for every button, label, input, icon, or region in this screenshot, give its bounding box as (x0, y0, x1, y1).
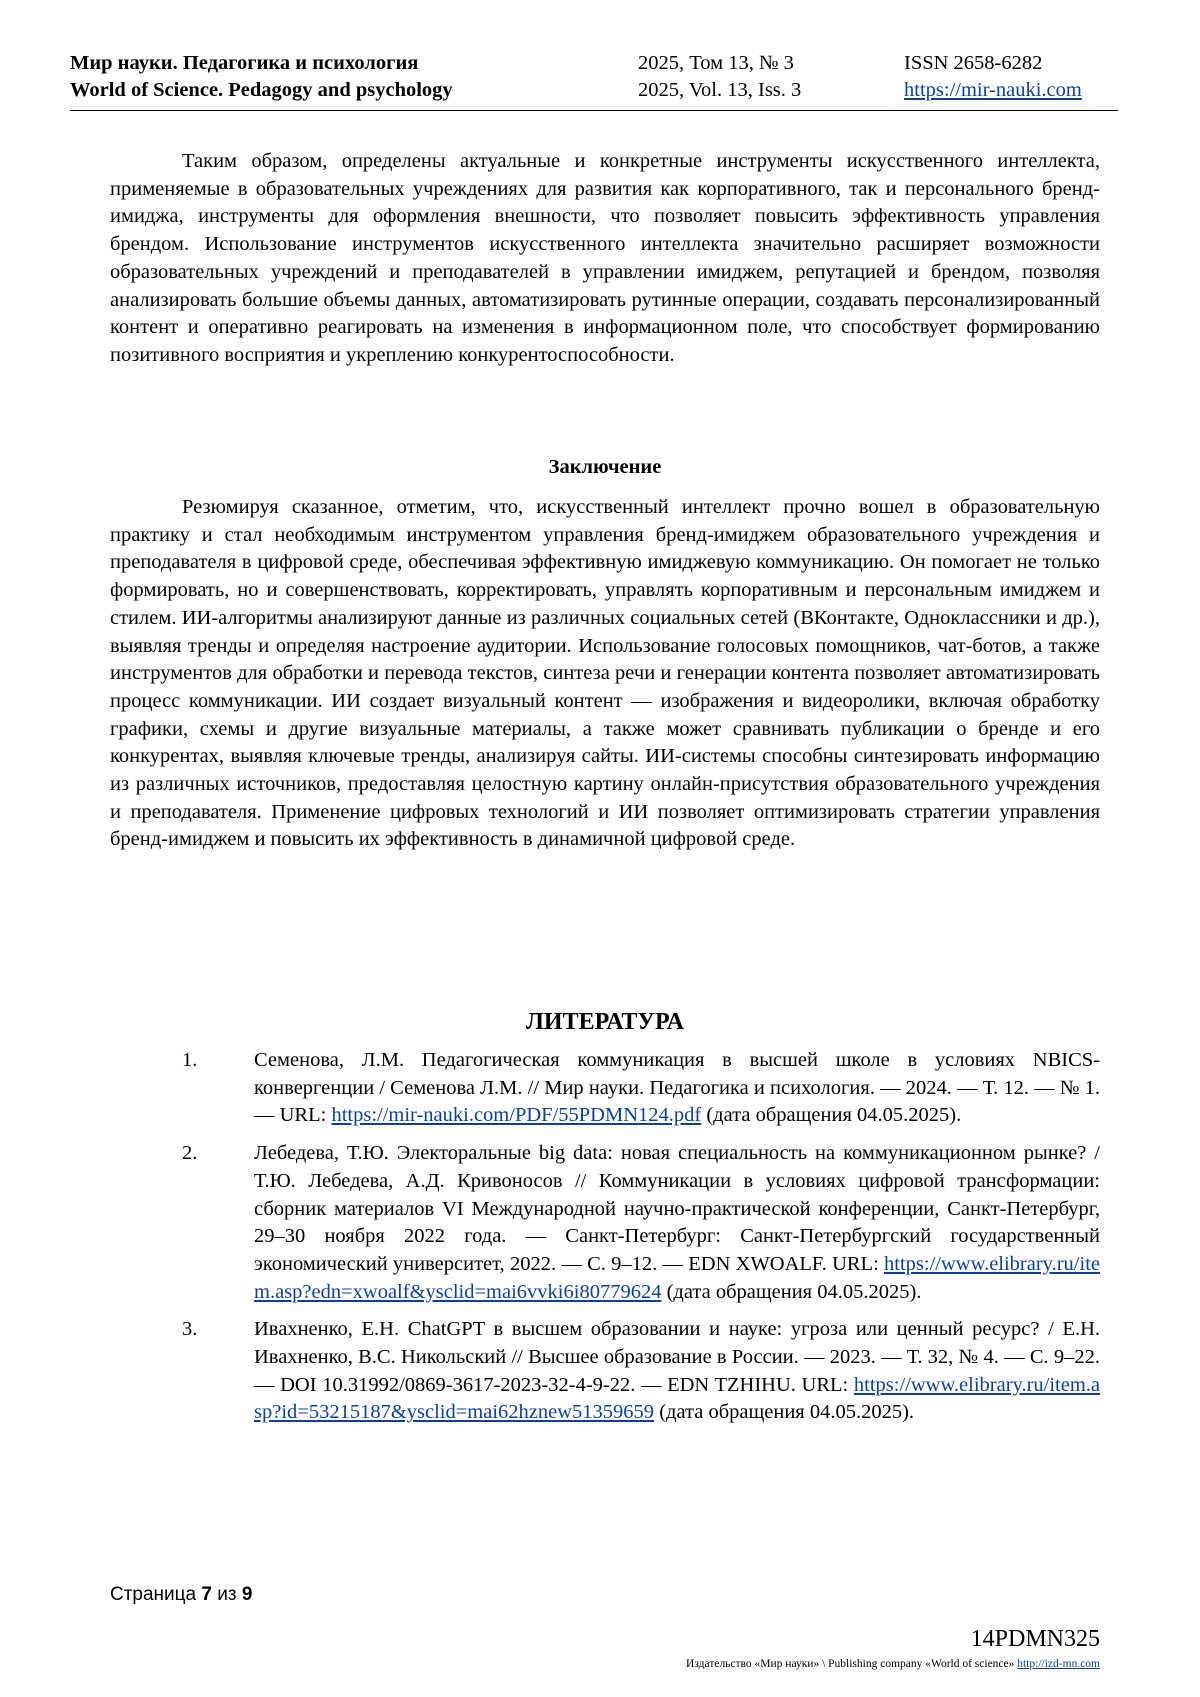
issn: ISSN 2658-6282 (904, 52, 1043, 74)
publisher-text: Издательство «Мир науки» \ Publishing company «World of science» (686, 1658, 1015, 1670)
page-of: из (217, 1584, 237, 1605)
conclusion-heading: Заключение (548, 456, 662, 478)
page-total: 9 (241, 1584, 253, 1605)
reference-link[interactable]: https://mir-nauki.com/PDF/55PDMN124.pdf (331, 1104, 702, 1127)
publisher-line (686, 1657, 1100, 1671)
intro-section (110, 148, 1100, 370)
reference-link[interactable]: https://www.elibrary.ru/item.asp?id=53215187&ysclid=mai62hznew51359659 (254, 1373, 1101, 1424)
reference-access-date: (дата обращения 04.05.2025). (659, 1401, 915, 1424)
reference-number: 1. (182, 1049, 198, 1071)
header-rule (70, 110, 1118, 111)
reference-number: 2. (182, 1142, 198, 1165)
issue-ru: 2025, Том 13, № 3 (638, 52, 794, 74)
article-code: 14PDMN325 (970, 1626, 1100, 1652)
page-number (110, 1584, 252, 1606)
references-heading: ЛИТЕРАТУРА (526, 1009, 684, 1035)
body-paragraph: Таким образом, определены актуальные и конкретные инструменты искусственного интеллекта, применяемые в образовательных учреждениях для развития как корпоративного, так и персонального бренд-имиджа, инструменты для оформления внешности, что позволяет повысить эффективность управления брендом. Использование инструментов искусственного интеллекта значительно расширяет возможности образовательных учреждений и преподавателей в управлении имиджем, репутацией и брендом, позволяя анализировать большие объемы данных, автоматизировать рутинные операции, создавать персонализированный контент и оперативно реагировать на изменения в информационном поле, что способствует формированию позитивного восприятия и укреплению конкурентоспособности. (110, 150, 1100, 366)
page-label: Страница (110, 1584, 197, 1605)
reference-item (110, 1316, 1100, 1427)
reference-number: 3. (182, 1318, 198, 1341)
journal-title-en: World of Science. Pedagogy and psychology (70, 79, 453, 101)
reference-link[interactable]: https://www.elibrary.ru/item.asp?edn=xwoalf&ysclid=mai6vvki6i80779624 (254, 1252, 1100, 1303)
journal-title-ru: Мир науки. Педагогика и психология (70, 52, 419, 74)
reference-access-date: (дата обращения 04.05.2025). (666, 1280, 922, 1303)
reference-text: Ивахненко, Е.Н. ChatGPT в высшем образовании и науке: угроза или ценный ресурс? / Е.Н. Ивахненко, В.С. Никольский // Высшее образование в России. — 2023. — Т. 32, № 4. — С. 9–22. — DOI 10.31992/0869-3617-2023-32-4-9-22. — EDN TZHIHU. URL: (254, 1318, 1100, 1396)
reference-text: Семенова, Л.М. Педагогическая коммуникация в высшей школе в условиях NBICS-конвергенции / Семенова Л.М. // Мир науки. Педагогика и психология. — 2024. — Т. 12. — № 1. — URL: (254, 1049, 1100, 1127)
journal-site-link[interactable]: https://mir-nauki.com (904, 79, 1082, 101)
conclusion-paragraph: Резюмируя сказанное, отметим, что, искусственный интеллект прочно вошел в образовательную практику и стал необходимым инструментом управления бренд-имиджем образовательного учреждения и преподавателя в цифровой среде, обеспечивая эффективную имиджевую коммуникацию. Он помогает не только формировать, но и совершенствовать, корректировать, управлять корпоративным и персональным имиджем и стилем. ИИ-алгоритмы анализируют данные из различных социальных сетей (ВКонтакте, Одноклассники и др.), выявляя тренды и определяя настроение аудитории. Использование голосовых помощников, чат-ботов, а также инструментов для обработки и перевода текстов, синтеза речи и генерации контента позволяет автоматизировать процесс коммуникации. ИИ создает визуальный контент — изображения и видеоролики, включая обработку графики, схемы и другие визуальные материалы, а также может сравнивать публикации о бренде и его конкурентах, выявляя ключевые тренды, анализируя сайты. ИИ-системы способны синтезировать информацию из различных источников, предоставляя целостную картину онлайн-присутствия образовательного учреждения и преподавателя. Применение цифровых технологий и ИИ позволяет оптимизировать стратегии управления бренд-имиджем и повысить их эффективность в динамичной цифровой среде. (110, 496, 1100, 851)
issue-en: 2025, Vol. 13, Iss. 3 (638, 79, 802, 101)
publisher-link[interactable]: http://izd-mn.com (1017, 1658, 1100, 1670)
reference-text: Лебедева, Т.Ю. Электоральные big data: новая специальность на коммуникационном рынке? / Т.Ю. Лебедева, А.Д. Кривоносов // Коммуникации в условиях цифровой трансформации: сборник материалов VI Международной научно-практической конференции, Санкт-Петербург, 29–30 ноября 2022 года. — Санкт-Петербург: Санкт-Петербургский государственный экономический университет, 2022. — С. 9–12. — EDN XWOALF. URL: (254, 1142, 1100, 1275)
reference-access-date: (дата обращения 04.05.2025). (706, 1104, 962, 1127)
reference-item (110, 1047, 1100, 1130)
reference-item (110, 1140, 1100, 1306)
references-list (110, 1047, 1100, 1437)
conclusion-section (110, 494, 1100, 854)
page-current: 7 (201, 1584, 212, 1605)
journal-header (70, 50, 1118, 104)
